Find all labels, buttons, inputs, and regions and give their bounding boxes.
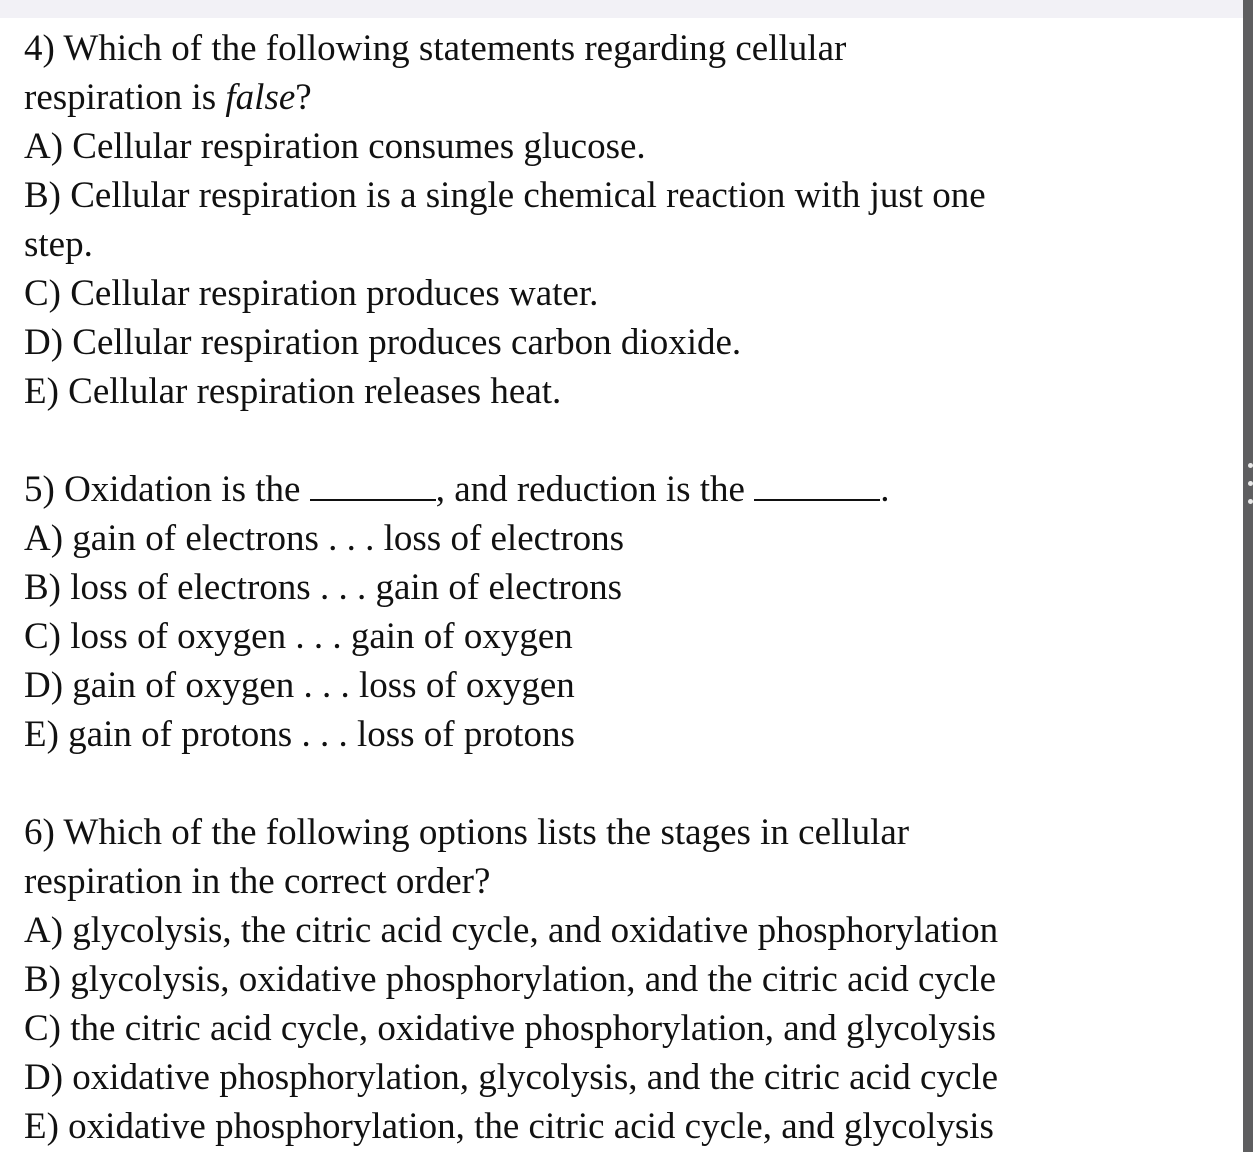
handle-dot-icon	[1248, 463, 1253, 468]
stem-emphasis: false	[225, 77, 296, 118]
handle-dot-icon	[1248, 499, 1253, 504]
option: E) Cellular respiration releases heat.	[24, 371, 562, 412]
document-content	[24, 24, 1239, 1151]
stem-end: ?	[295, 77, 312, 118]
question-4	[24, 24, 1239, 416]
stem-text: , and reduction is the	[435, 469, 755, 510]
option: D) gain of oxygen . . . loss of oxygen	[24, 665, 575, 706]
top-bar	[0, 0, 1243, 18]
stem-end: .	[880, 469, 890, 510]
option: B) glycolysis, oxidative phosphorylation, and the citric acid cycle	[24, 959, 997, 1000]
stem-text: respiration is	[24, 77, 226, 118]
option: E) gain of protons . . . loss of protons	[24, 714, 575, 755]
stem-text: 5) Oxidation is the	[24, 469, 310, 510]
option: step.	[24, 224, 93, 265]
question-stem: 6) Which of the following options lists the stages in cellular	[24, 812, 910, 853]
option: A) Cellular respiration consumes glucose.	[24, 126, 646, 167]
question-6	[24, 808, 1239, 1151]
option: A) glycolysis, the citric acid cycle, and oxidative phosphorylation	[24, 910, 999, 951]
option: E) oxidative phosphorylation, the citric acid cycle, and glycolysis	[24, 1106, 994, 1147]
question-stem	[24, 73, 1239, 122]
option: B) loss of electrons . . . gain of electrons	[24, 567, 623, 608]
option: C) loss of oxygen . . . gain of oxygen	[24, 616, 573, 657]
option: C) Cellular respiration produces water.	[24, 273, 599, 314]
question-5	[24, 465, 1239, 759]
option: A) gain of electrons . . . loss of electrons	[24, 518, 625, 559]
handle-dot-icon	[1248, 481, 1253, 486]
blank-line	[754, 467, 880, 501]
question-stem: 4) Which of the following statements regarding cellular	[24, 28, 847, 69]
side-handle[interactable]	[1243, 0, 1253, 1152]
blank-line	[310, 467, 436, 501]
option: D) Cellular respiration produces carbon dioxide.	[24, 322, 742, 363]
question-stem: respiration in the correct order?	[24, 861, 491, 902]
option: B) Cellular respiration is a single chemical reaction with just one	[24, 175, 986, 216]
question-stem	[24, 465, 1239, 514]
option: D) oxidative phosphorylation, glycolysis, and the citric acid cycle	[24, 1057, 999, 1098]
option: C) the citric acid cycle, oxidative phosphorylation, and glycolysis	[24, 1008, 997, 1049]
